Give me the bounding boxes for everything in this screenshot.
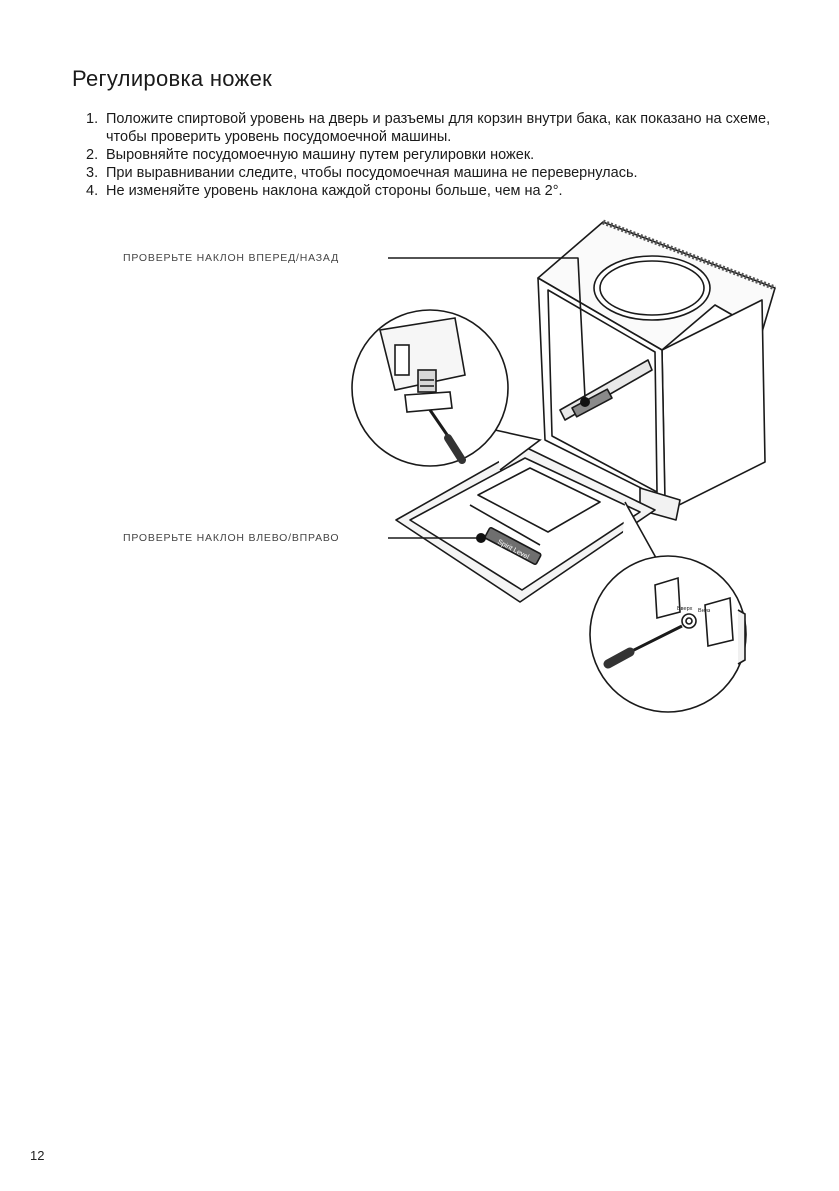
spirit-level-text: Spirit Level: [496, 538, 530, 562]
detail-foot-front: [352, 310, 540, 470]
knob-down-label: Вниз: [698, 608, 711, 614]
label-left-right: ПРОВЕРЬТЕ НАКЛОН ВЛЕВО/ВПРАВО: [123, 532, 340, 544]
step-number: 4.: [86, 183, 99, 199]
marker-dot-left-right: [476, 533, 486, 543]
knob-up-label: Вверх: [677, 606, 693, 612]
step-number: 1.: [86, 111, 99, 127]
marker-dot-front-back: [580, 397, 590, 407]
page-number: 12: [30, 1148, 45, 1163]
step-text: Положите спиртовой уровень на дверь и разъемы для корзин внутри бака, как показано на схеме, чтобы проверить уровень посудомоечной машины.: [106, 111, 771, 145]
step-number: 3.: [86, 165, 99, 181]
adjuster-knob: [682, 614, 696, 628]
step-number: 2.: [86, 147, 99, 163]
step-text: Выровняйте посудомоечную машину путем регулировки ножек.: [106, 147, 535, 163]
step-text: При выравнивании следите, чтобы посудомоечная машина не перевернулась.: [106, 165, 638, 181]
page-title: Регулировка ножек: [72, 66, 273, 91]
label-front-back: ПРОВЕРЬТЕ НАКЛОН ВПЕРЕД/НАЗАД: [123, 252, 339, 264]
spray-arm-cover: [594, 256, 710, 320]
step-text: Не изменяйте уровень наклона каждой стороны больше, чем на 2°.: [106, 183, 563, 199]
